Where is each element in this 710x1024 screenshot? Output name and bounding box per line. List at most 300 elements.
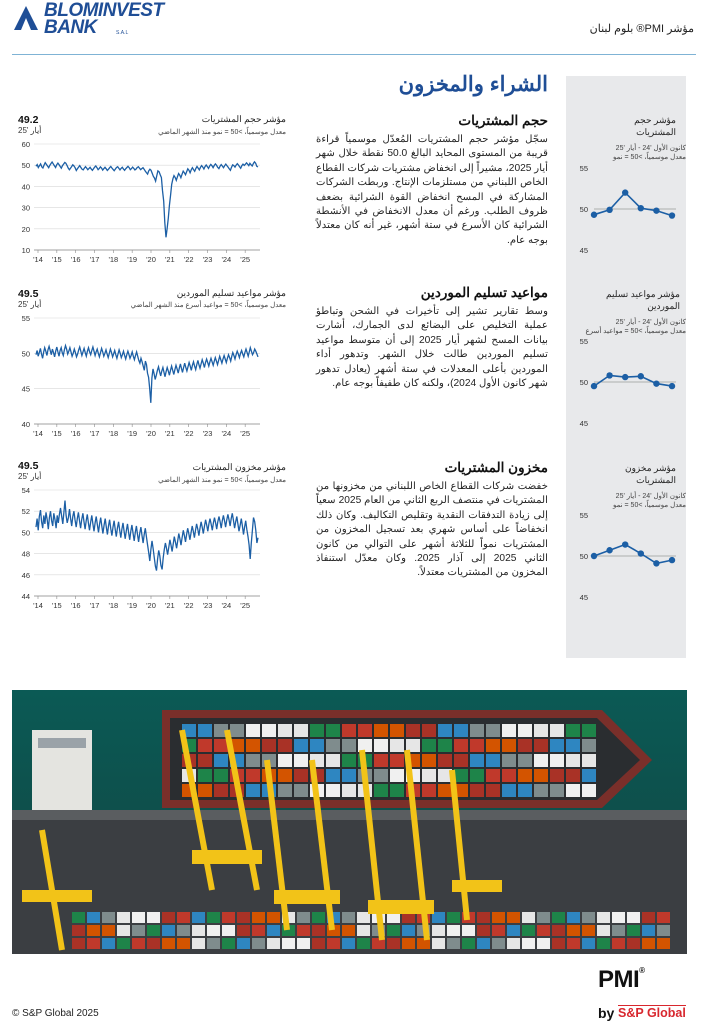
yard-container: [492, 925, 505, 936]
section-heading-inventory: مخزون المشتريات: [444, 460, 548, 475]
x-tick-label: '24: [221, 429, 232, 438]
y-tick-label: 30: [21, 203, 30, 213]
yard-container: [582, 912, 595, 923]
chart-subtitle-delivery: معدل موسمياً، >50 = مواعيد أسرع منذ الشهر الماضي: [130, 302, 286, 309]
sp-global-logo: S&P Global: [618, 1006, 686, 1020]
series-line: [594, 375, 672, 386]
pmi-logo-text: PMI: [598, 966, 640, 993]
cargo-container: [246, 769, 260, 782]
data-point: [669, 212, 675, 218]
yard-container: [642, 925, 655, 936]
yard-container: [342, 912, 355, 923]
cargo-container: [406, 724, 420, 737]
yard-container: [147, 938, 160, 949]
yard-container: [222, 925, 235, 936]
yard-container: [537, 912, 550, 923]
yard-container: [192, 925, 205, 936]
yard-container: [657, 912, 670, 923]
yard-container: [327, 938, 340, 949]
x-tick-label: '16: [70, 255, 81, 264]
yard-container: [222, 938, 235, 949]
yard-container: [312, 925, 325, 936]
cargo-container: [390, 769, 404, 782]
yard-container: [627, 925, 640, 936]
cargo-container: [310, 724, 324, 737]
chart-title-delivery: مؤشر مواعيد تسليم الموردين: [176, 288, 286, 298]
yard-container: [207, 925, 220, 936]
cargo-container: [518, 739, 532, 752]
data-point: [669, 557, 675, 563]
pmi-logo: [598, 966, 645, 994]
pmi-registered-mark: ®: [639, 966, 645, 975]
cargo-container: [566, 724, 580, 737]
latest-value-inventory: 49.5: [18, 460, 39, 472]
cargo-container: [390, 784, 404, 797]
x-tick-label: '20: [146, 429, 156, 438]
cargo-container: [422, 784, 436, 797]
data-point: [653, 207, 659, 213]
cargo-container: [454, 769, 468, 782]
yard-container: [237, 938, 250, 949]
y-tick-label: 20: [21, 224, 30, 234]
cargo-container: [422, 769, 436, 782]
yard-container: [477, 925, 490, 936]
mini-subtitle-purchases: معدل موسمياً، >50 = نمو: [612, 154, 686, 161]
yard-container: [297, 912, 310, 923]
y-tick-label: 55: [21, 314, 30, 323]
cargo-container: [550, 754, 564, 767]
mini-range-purchases: كانون الأول '24 - أيار '25: [615, 145, 686, 152]
cargo-container: [486, 784, 500, 797]
cargo-container: [534, 769, 548, 782]
x-tick-label: '19: [127, 601, 138, 610]
cargo-container: [470, 754, 484, 767]
yard-container: [297, 938, 310, 949]
yard-container: [447, 938, 460, 949]
cargo-container: [534, 754, 548, 767]
yard-container: [582, 938, 595, 949]
cargo-container: [294, 739, 308, 752]
yard-container: [492, 912, 505, 923]
x-tick-label: '22: [183, 429, 194, 438]
cargo-container: [518, 754, 532, 767]
cargo-container: [422, 754, 436, 767]
cargo-container: [214, 754, 228, 767]
cargo-container: [198, 784, 212, 797]
yard-container: [537, 925, 550, 936]
x-tick-label: '22: [183, 601, 194, 610]
y-tick-label: 40: [21, 182, 30, 192]
cargo-container: [262, 724, 276, 737]
cargo-container: [262, 739, 276, 752]
cargo-container: [502, 739, 516, 752]
series-line: [594, 193, 672, 216]
yard-container: [597, 925, 610, 936]
port-illustration: [12, 690, 687, 954]
y-tick-label: 45: [21, 384, 30, 394]
yard-container: [627, 912, 640, 923]
mini-title-inventory: مؤشر مخزون المشتريات: [624, 463, 676, 485]
cargo-container: [278, 754, 292, 767]
cargo-container: [582, 784, 596, 797]
cargo-container: [342, 784, 356, 797]
mini-subtitle-delivery: معدل موسمياً، >50 = مواعيد أسرع: [585, 328, 686, 335]
section-body-purchases: سجّل مؤشر حجم المشتريات المُعدّل موسمياً قراءة قريبة من المستوى المحايد البالغ 50.0 نقطة خلال شهر أيار 2025، مشيراً إلى انخفاض مشتريات شركات القطاع الخاص اللبناني من مستلزمات الإنتاج. وربطت الشركات المشاركة في المسح انخفاض القوة الشرائية بضعف ظروف الطلب. ورغم أن معدل الانخفاض في الأنشطة الشرائية كان الأسرع في ستة أشهر، غير أنه كان معتدلاً بوجه عام.: [316, 134, 548, 246]
report-title: مؤشر PMI® بلوم لبنان: [589, 23, 694, 35]
yard-container: [492, 938, 505, 949]
cargo-container: [358, 724, 372, 737]
yard-container: [522, 938, 535, 949]
yard-container: [117, 938, 130, 949]
data-point: [622, 541, 628, 547]
cargo-container: [534, 739, 548, 752]
cargo-container: [502, 724, 516, 737]
x-tick-label: '20: [146, 601, 156, 610]
cargo-container: [486, 724, 500, 737]
yard-container: [72, 925, 85, 936]
cargo-container: [582, 769, 596, 782]
cargo-container: [294, 784, 308, 797]
yard-container: [252, 925, 265, 936]
yard-container: [657, 938, 670, 949]
yard-container: [447, 925, 460, 936]
x-tick-label: '24: [221, 255, 232, 264]
yard-container: [342, 938, 355, 949]
yard-container: [72, 912, 85, 923]
data-point: [622, 374, 628, 380]
x-tick-label: '15: [51, 601, 62, 610]
x-tick-label: '18: [108, 601, 119, 610]
yard-container: [462, 938, 475, 949]
mini-range-inventory: كانون الأول '24 - أيار '25: [615, 493, 686, 500]
x-tick-label: '15: [51, 429, 62, 438]
cargo-container: [198, 769, 212, 782]
yard-container: [522, 925, 535, 936]
cargo-container: [390, 739, 404, 752]
cargo-container: [550, 769, 564, 782]
x-tick-label: '19: [127, 255, 138, 264]
x-tick-label: '21: [164, 601, 175, 610]
cargo-container: [198, 724, 212, 737]
pmi-by-text: by: [598, 1005, 615, 1021]
cargo-container: [390, 754, 404, 767]
x-tick-label: '16: [70, 429, 81, 438]
cargo-container: [214, 769, 228, 782]
data-point: [669, 383, 675, 389]
yard-container: [612, 938, 625, 949]
yard-container: [477, 938, 490, 949]
latest-date-delivery: أيار '25: [18, 300, 42, 309]
cargo-container: [278, 724, 292, 737]
chart-subtitle-inventory: معدل موسمياً، >50 = نمو منذ الشهر الماضي: [158, 477, 286, 484]
yard-container: [552, 938, 565, 949]
y-tick-label: 55: [579, 164, 588, 173]
yard-container: [597, 912, 610, 923]
x-tick-label: '25: [240, 255, 251, 264]
cargo-container: [582, 724, 596, 737]
yard-container: [177, 912, 190, 923]
yard-container: [567, 925, 580, 936]
cargo-container: [566, 754, 580, 767]
yard-container: [102, 938, 115, 949]
yard-container: [462, 925, 475, 936]
x-tick-label: '15: [51, 255, 62, 264]
yard-container: [207, 912, 220, 923]
data-point: [622, 189, 628, 195]
yard-container: [447, 912, 460, 923]
yard-container: [627, 938, 640, 949]
logo-line-2: BANK: [44, 17, 97, 38]
cargo-container: [374, 754, 388, 767]
cargo-container: [246, 724, 260, 737]
cargo-container: [454, 739, 468, 752]
yard-container: [267, 912, 280, 923]
yard-container: [567, 912, 580, 923]
yard-container: [252, 912, 265, 923]
yard-container: [177, 938, 190, 949]
cargo-container: [278, 769, 292, 782]
mini-title-purchases: مؤشر حجم المشتريات: [634, 115, 676, 137]
yard-container: [612, 925, 625, 936]
yard-container: [192, 938, 205, 949]
yard-container: [87, 912, 100, 923]
yard-container: [117, 912, 130, 923]
series-line: [36, 162, 258, 238]
x-tick-label: '19: [127, 429, 138, 438]
series-line: [36, 346, 258, 403]
cargo-container: [326, 769, 340, 782]
yard-container: [147, 912, 160, 923]
cargo-container: [198, 739, 212, 752]
series-line: [594, 545, 672, 564]
cargo-container: [422, 739, 436, 752]
yard-container: [312, 912, 325, 923]
cargo-container: [310, 739, 324, 752]
yard-container: [267, 925, 280, 936]
x-tick-label: '23: [202, 429, 213, 438]
y-tick-label: 46: [21, 570, 30, 580]
yard-container: [102, 925, 115, 936]
x-tick-label: '23: [202, 601, 213, 610]
x-tick-label: '25: [240, 601, 251, 610]
logo-line-1: BLOMINVEST: [44, 0, 164, 21]
yard-container: [477, 912, 490, 923]
yard-container: [282, 938, 295, 949]
copyright-text: © S&P Global 2025: [12, 1008, 99, 1019]
yard-container: [642, 938, 655, 949]
latest-value-purchases: 49.2: [18, 114, 39, 126]
yard-container: [342, 925, 355, 936]
cargo-container: [502, 784, 516, 797]
purchases-line-chart: [10, 138, 266, 266]
yard-container: [432, 938, 445, 949]
x-tick-label: '21: [164, 255, 175, 264]
logo-emblem-icon: [12, 2, 40, 32]
cargo-container: [374, 784, 388, 797]
cargo-container: [534, 724, 548, 737]
x-tick-label: '14: [33, 429, 43, 438]
cargo-container: [550, 724, 564, 737]
yard-container: [222, 912, 235, 923]
section-body-inventory: خفضت شركات القطاع الخاص اللبناني من مخزونها من المشتريات في منتصف الربع الثاني من العام 2025 سعياً إلى زيادة التدفقات النقدية وتقليص التكاليف. وكان ذلك انخفاضاً على أساس شهري بعد تسجيل المخزون من المشتريات نمواً للثلاثة أشهر على التوالي من كانون الثاني 2025 إلى آذار 2025. وكان معدّل استنفاذ المخزون من المشتريات معتدلاً.: [316, 481, 548, 579]
cargo-container: [374, 739, 388, 752]
y-tick-label: 50: [21, 349, 30, 359]
cargo-container: [550, 784, 564, 797]
cargo-container: [502, 769, 516, 782]
y-tick-label: 52: [21, 507, 30, 517]
delivery-mini-chart: [570, 335, 682, 431]
data-point: [591, 383, 597, 389]
y-tick-label: 55: [579, 511, 588, 520]
cargo-container: [326, 739, 340, 752]
header-divider: [12, 54, 696, 55]
cargo-container: [454, 754, 468, 767]
x-tick-label: '18: [108, 429, 119, 438]
data-point: [638, 550, 644, 556]
cargo-container: [246, 754, 260, 767]
blominvest-logo: [12, 0, 182, 38]
x-tick-label: '17: [89, 255, 100, 264]
y-tick-label: 54: [21, 486, 30, 495]
x-tick-label: '18: [108, 255, 119, 264]
yard-container: [162, 912, 175, 923]
cargo-container: [438, 739, 452, 752]
cargo-container: [294, 769, 308, 782]
cargo-container: [534, 784, 548, 797]
cargo-container: [214, 739, 228, 752]
cargo-container: [342, 769, 356, 782]
latest-date-purchases: أيار '25: [18, 126, 42, 135]
cargo-container: [246, 739, 260, 752]
yard-container: [567, 938, 580, 949]
yard-container: [612, 912, 625, 923]
y-tick-label: 10: [21, 246, 30, 255]
yard-container: [87, 925, 100, 936]
data-point: [606, 547, 612, 553]
yard-container: [147, 925, 160, 936]
yard-container: [357, 925, 370, 936]
data-point: [591, 553, 597, 559]
data-point: [591, 212, 597, 218]
cargo-container: [550, 739, 564, 752]
data-point: [606, 207, 612, 213]
cargo-container: [326, 784, 340, 797]
x-tick-label: '14: [33, 255, 43, 264]
yard-container: [312, 938, 325, 949]
cargo-container: [582, 739, 596, 752]
mini-title-delivery: مؤشر مواعيد تسليم الموردين: [606, 289, 680, 311]
cargo-container: [486, 769, 500, 782]
cargo-container: [278, 739, 292, 752]
inventory-line-chart: [10, 484, 266, 612]
yard-container: [297, 925, 310, 936]
yard-container: [582, 925, 595, 936]
yard-container: [552, 912, 565, 923]
cargo-container: [502, 754, 516, 767]
cargo-container: [438, 724, 452, 737]
yard-container: [237, 925, 250, 936]
cargo-container: [390, 724, 404, 737]
yard-container: [507, 925, 520, 936]
mini-range-delivery: كانون الأول '24 - أيار '25: [615, 319, 686, 326]
yard-container: [237, 912, 250, 923]
cargo-container: [470, 784, 484, 797]
yard-container: [537, 938, 550, 949]
yard-container: [207, 938, 220, 949]
section-body-delivery: وسط تقارير تشير إلى تأخيرات في الشحن وتباطؤ عملية التخليص على البضائع لدى الجمارك، أشارت بيانات المسح لشهر أيار 2025 إلى أن متوسط مواعيد تسليم الموردين طالت خلال الشهر. وتدهور أداء الموردين بأعلى المعدلات في ستة أشهر (يعادل تدهور شهر كانون الأول 2024)، ولكنه كان طفيفاً بوجه عام.: [316, 306, 548, 390]
purchases-mini-chart: [570, 162, 682, 258]
y-tick-label: 50: [579, 205, 588, 214]
yard-container: [357, 938, 370, 949]
y-tick-label: 40: [21, 420, 30, 429]
cargo-container: [214, 784, 228, 797]
data-point: [638, 205, 644, 211]
yard-container: [87, 938, 100, 949]
yard-container: [507, 912, 520, 923]
cargo-container: [342, 754, 356, 767]
latest-value-delivery: 49.5: [18, 288, 39, 300]
page-title: الشراء والمخزون: [398, 73, 548, 96]
y-tick-label: 50: [21, 528, 30, 538]
yard-container: [267, 938, 280, 949]
cargo-container: [518, 784, 532, 797]
cargo-container: [294, 724, 308, 737]
section-heading-delivery: مواعيد تسليم الموردين: [420, 285, 548, 300]
cargo-container: [278, 784, 292, 797]
x-tick-label: '25: [240, 429, 251, 438]
cargo-container: [246, 784, 260, 797]
x-tick-label: '23: [202, 255, 213, 264]
cargo-container: [470, 769, 484, 782]
chart-subtitle-purchases: معدل موسمياً، >50 = نمو منذ الشهر الماضي: [158, 129, 286, 136]
yard-container: [402, 938, 415, 949]
yard-container: [162, 938, 175, 949]
cargo-container: [470, 724, 484, 737]
cargo-container: [518, 724, 532, 737]
cargo-container: [582, 754, 596, 767]
cargo-container: [438, 754, 452, 767]
cargo-container: [342, 739, 356, 752]
chart-title-purchases: مؤشر حجم المشتريات: [201, 114, 286, 124]
yard-container: [132, 912, 145, 923]
x-tick-label: '17: [89, 601, 100, 610]
yard-container: [522, 912, 535, 923]
yard-container: [72, 938, 85, 949]
yard-container: [402, 925, 415, 936]
x-tick-label: '16: [70, 601, 81, 610]
chart-title-inventory: مؤشر مخزون المشتريات: [192, 462, 286, 472]
y-tick-label: 60: [21, 140, 30, 149]
cargo-container: [454, 724, 468, 737]
yard-container: [132, 925, 145, 936]
yard-container: [132, 938, 145, 949]
cargo-container: [566, 769, 580, 782]
yard-container: [657, 925, 670, 936]
yard-container: [117, 925, 130, 936]
y-tick-label: 48: [21, 549, 30, 559]
x-tick-label: '14: [33, 601, 43, 610]
y-tick-label: 50: [579, 378, 588, 387]
cargo-container: [374, 769, 388, 782]
mini-subtitle-inventory: معدل موسمياً، >50 = نمو: [612, 502, 686, 509]
cargo-container: [438, 784, 452, 797]
delivery-line-chart: [10, 312, 266, 440]
yard-container: [192, 912, 205, 923]
y-tick-label: 45: [579, 593, 588, 602]
cargo-container: [198, 754, 212, 767]
x-tick-label: '22: [183, 255, 194, 264]
section-heading-purchases: حجم المشتريات: [458, 113, 548, 128]
